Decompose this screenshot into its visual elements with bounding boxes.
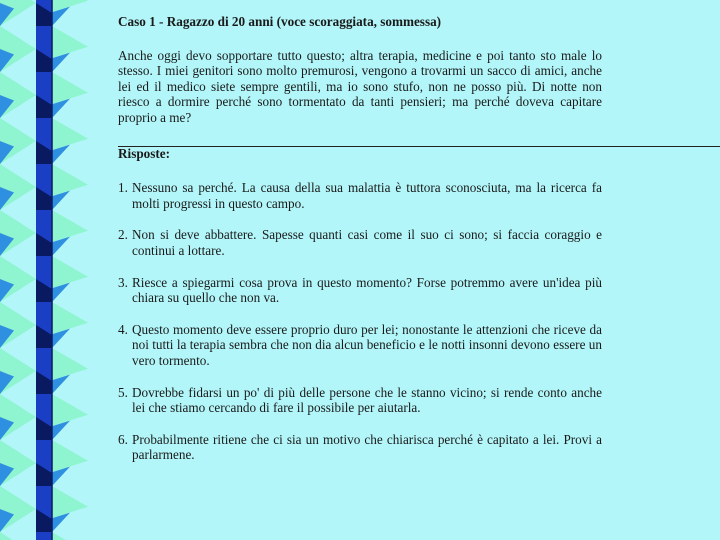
patient-statement: Anche oggi devo sopportare tutto questo; altra terapia, medicine e poi tanto sto male lo stesso. I miei genitori sono molto premurosi, vengono a trovarmi un sacco di amici, anche lei ed il medico siete sempre gentili, ma io sono stufo, non ne posso più. Di notte non riesco a dormire perché sono tormentato da tanti pensieri; ma perché doveva capitare proprio a me?	[118, 47, 602, 125]
answer-item	[118, 322, 602, 369]
zigzag-segment	[52, 302, 88, 334]
answer-number: 2.	[118, 227, 128, 243]
zigzag-segment	[52, 532, 88, 540]
answer-number: 4.	[118, 321, 128, 337]
document-page	[118, 14, 602, 479]
zigzag-segment	[52, 0, 88, 12]
zigzag-segment	[0, 532, 36, 540]
zigzag-segment	[52, 164, 88, 196]
answers-list	[118, 180, 602, 463]
answer-item	[118, 275, 602, 306]
zigzag-segment	[52, 394, 88, 426]
zigzag-segment	[52, 486, 88, 518]
answer-text: Dovrebbe fidarsi un po' di più delle persone che le stanno vicino; si rende conto anche lei che stiamo cercando di fare il possibile per aiutarla.	[132, 384, 602, 416]
answer-item	[118, 227, 602, 258]
zigzag-segment	[52, 210, 88, 242]
zigzag-segment	[36, 532, 52, 540]
answer-number: 1.	[118, 180, 128, 196]
decorative-zigzag-border	[0, 0, 90, 540]
zigzag-segment	[52, 26, 88, 58]
answer-text: Non si deve abbattere. Sapesse quanti casi come il suo ci sono; si faccia coraggio e continui a lottare.	[132, 227, 602, 258]
answer-number: 3.	[118, 274, 128, 290]
zigzag-segment	[52, 118, 88, 150]
zigzag-segment	[52, 256, 88, 288]
answer-text: Riesce a spiegarmi cosa prova in questo momento? Forse potremmo avere un'idea più chiara su quello che non va.	[132, 274, 602, 306]
zigzag-segment	[52, 348, 88, 380]
answer-text: Nessuno sa perché. La causa della sua malattia è tuttora sconosciuta, ma la ricerca fa molti progressi in questo campo.	[132, 180, 602, 211]
answer-text: Probabilmente ritiene che ci sia un motivo che chiarisca perché è capitato a lei. Provi a parlarmene.	[132, 431, 602, 463]
answer-item	[118, 180, 602, 211]
answers-heading: Risposte:	[118, 145, 171, 161]
zigzag-segment	[52, 72, 88, 104]
case-title: Caso 1 - Ragazzo di 20 anni (voce scoraggiata, sommessa)	[118, 14, 442, 29]
answer-number: 6.	[118, 431, 128, 447]
answer-number: 5.	[118, 384, 128, 400]
answer-text: Questo momento deve essere proprio duro per lei; nonostante le attenzioni che riceve da noi tutti la terapia sembra che non dia alcun beneficio e le notti insonni devono essere un vero tormento.	[132, 321, 602, 368]
answer-item	[118, 385, 602, 416]
zigzag-segment	[52, 440, 88, 472]
zigzag-border-art	[0, 0, 90, 540]
answer-item	[118, 432, 602, 463]
